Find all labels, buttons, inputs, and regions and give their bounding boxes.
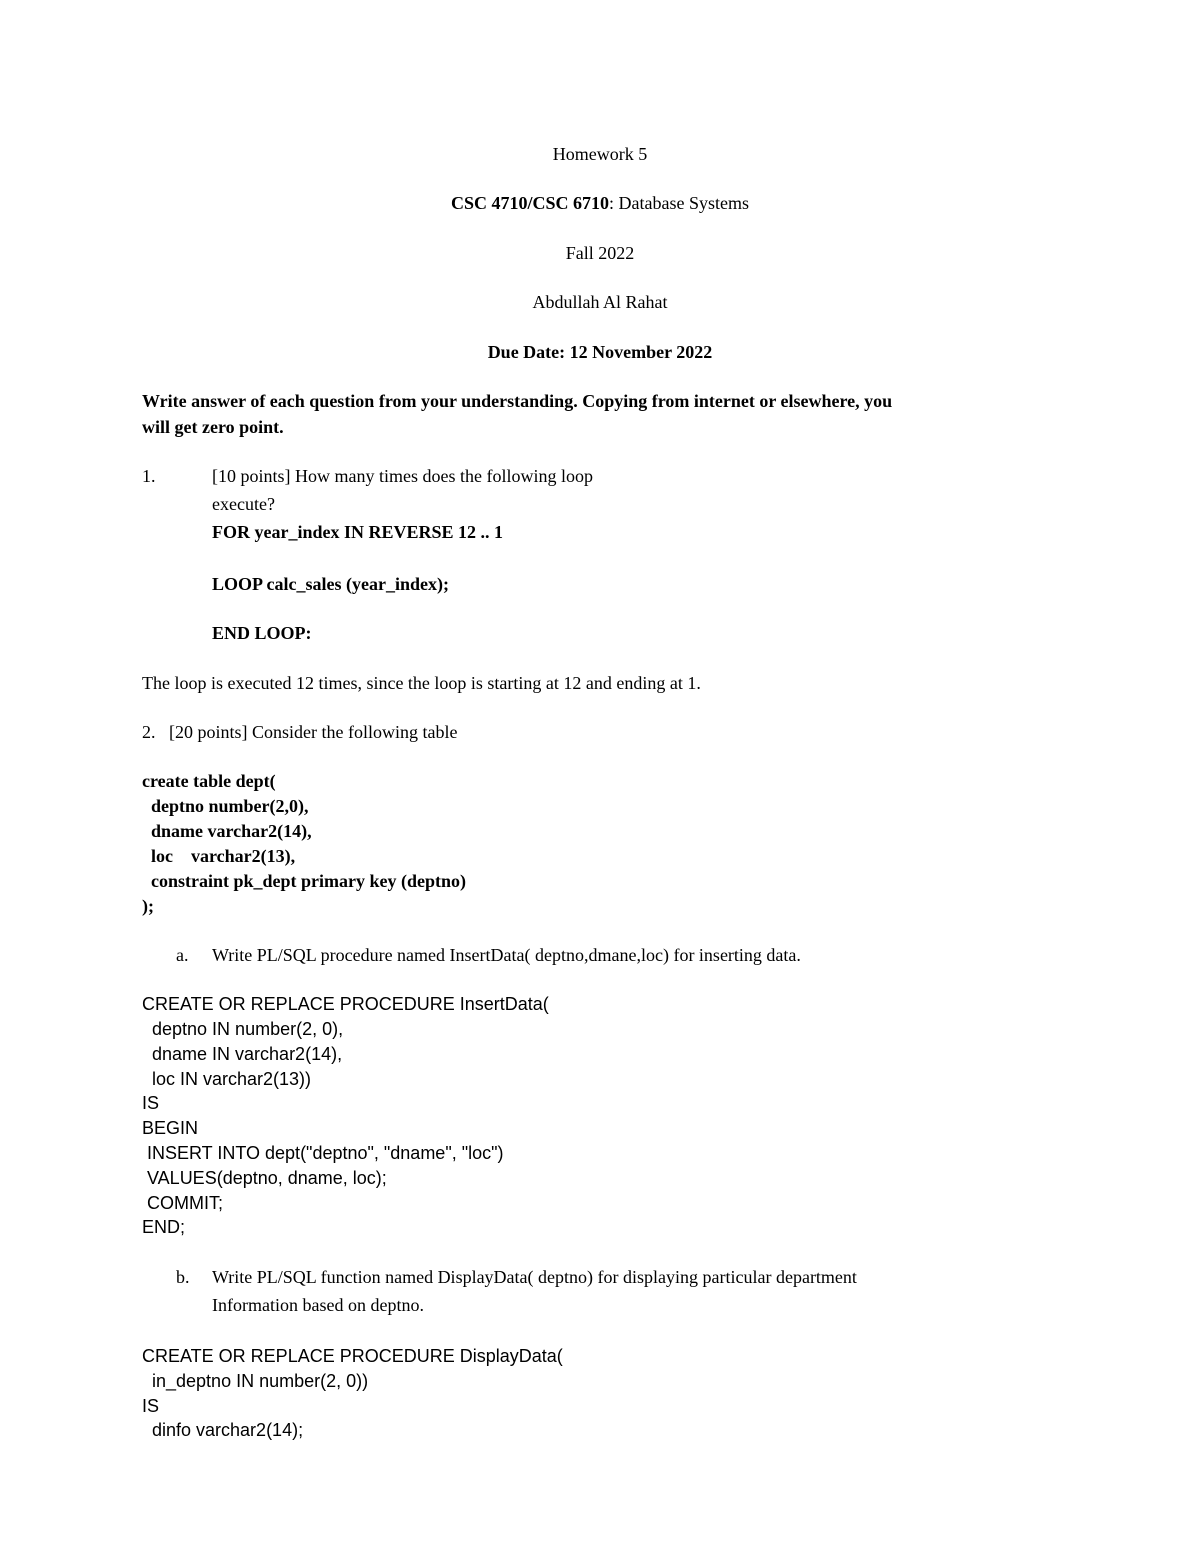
author-name: Abdullah Al Rahat [532, 292, 668, 312]
insert-code-line: VALUES(deptno, dname, loc); [142, 1168, 387, 1188]
course-line [0, 191, 1200, 215]
q1-answer: The loop is executed 12 times, since the loop is starting at 12 and ending at 1. [142, 673, 701, 693]
q1-code-line-2: LOOP calc_sales (year_index); [212, 574, 449, 594]
display-code-line: dinfo varchar2(14); [142, 1420, 304, 1440]
insert-code-line: END; [142, 1217, 186, 1237]
insert-code-line: BEGIN [142, 1118, 199, 1138]
part-b-text-line-2: Information based on deptno. [212, 1295, 424, 1315]
table-sql-line: ); [142, 896, 154, 916]
q1-code-line-1: FOR year_index IN REVERSE 12 .. 1 [212, 522, 504, 542]
part-b-text-line-1: Write PL/SQL function named DisplayData( deptno) for displaying particular department [212, 1267, 857, 1287]
homework-title: Homework 5 [552, 144, 648, 164]
instructions-line-2: will get zero point. [142, 417, 284, 437]
course-code: CSC 4710/CSC 6710 [450, 193, 610, 213]
q1-text-line-1: [10 points] How many times does the following loop [212, 466, 593, 486]
display-code-line: IS [142, 1396, 160, 1416]
display-code-line: in_deptno IN number(2, 0)) [142, 1371, 369, 1391]
insert-code-line: IS [142, 1093, 160, 1113]
display-code-line: CREATE OR REPLACE PROCEDURE DisplayData( [142, 1346, 563, 1366]
q1-code-line-3: END LOOP: [212, 623, 312, 643]
insert-code-line: INSERT INTO dept("deptno", "dname", "loc") [142, 1143, 504, 1163]
table-sql-line: create table dept( [142, 771, 276, 791]
insert-code-line: CREATE OR REPLACE PROCEDURE InsertData( [142, 994, 549, 1014]
part-b-label: b. [176, 1267, 190, 1287]
q2-intro: 2. [20 points] Consider the following table [142, 722, 458, 742]
course-name: : Database Systems [609, 193, 749, 213]
table-sql-line: deptno number(2,0), [142, 796, 309, 816]
table-sql-line: constraint pk_dept primary key (deptno) [142, 871, 467, 891]
insert-code-line: COMMIT; [142, 1193, 223, 1213]
table-sql-line: dname varchar2(14), [142, 821, 312, 841]
insert-code-line: dname IN varchar2(14), [142, 1044, 343, 1064]
instructions-line-1: Write answer of each question from your understanding. Copying from internet or elsewhere, you [142, 391, 893, 411]
q1-text-line-2: execute? [212, 494, 275, 514]
insert-code-line: loc IN varchar2(13)) [142, 1069, 312, 1089]
table-sql-line: loc varchar2(13), [142, 846, 296, 866]
insert-code-line: deptno IN number(2, 0), [142, 1019, 344, 1039]
part-a-label: a. [176, 945, 189, 965]
q1-number: 1. [142, 466, 156, 486]
term: Fall 2022 [565, 243, 635, 263]
due-date: Due Date: 12 November 2022 [487, 342, 713, 362]
part-a-text: Write PL/SQL procedure named InsertData( deptno,dmane,loc) for inserting data. [212, 945, 801, 965]
